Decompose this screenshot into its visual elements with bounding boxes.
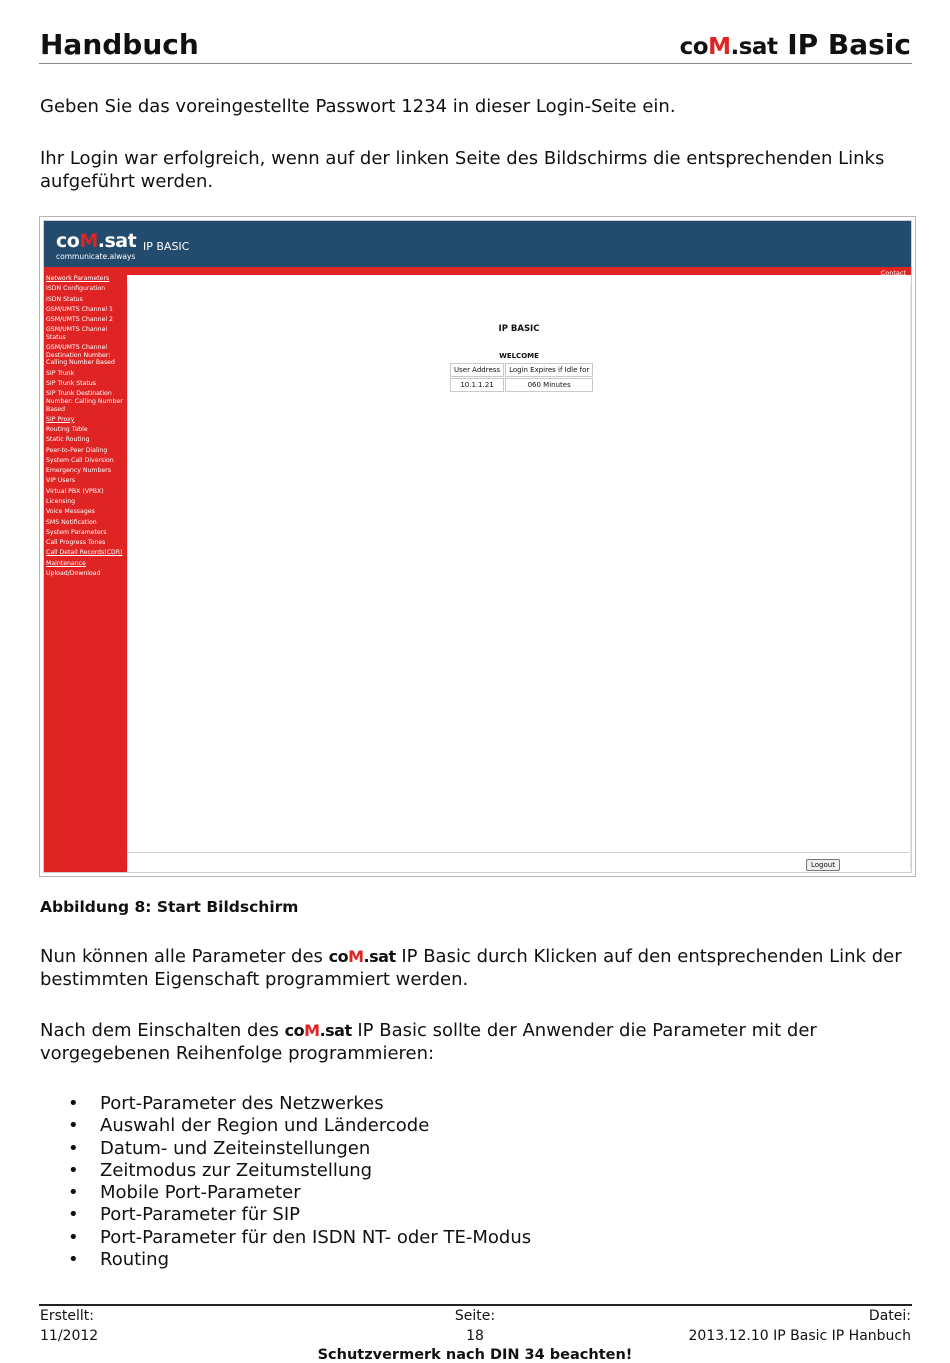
header-product	[680, 28, 911, 61]
screenshot-figure	[39, 216, 916, 877]
app-logo-sat: .sat	[97, 230, 137, 252]
sidebar-nav-item[interactable]: ISDN Configuration	[46, 285, 106, 293]
app-logo-m: M	[79, 230, 98, 252]
sidebar-nav-item[interactable]: Call Progress Tones	[46, 539, 106, 547]
intro-paragraph-1: Geben Sie das voreingestellte Passwort 1234 in dieser Login-Seite ein.	[40, 96, 676, 117]
sidebar-nav-item[interactable]: Network Parameters	[46, 275, 110, 282]
list-item: • Mobile Port-Parameter	[40, 1182, 531, 1204]
logo-sat: .sat	[319, 1021, 352, 1040]
app-title: IP BASIC	[143, 240, 190, 253]
logo-sat: .sat	[363, 947, 396, 966]
list-item: • Port-Parameter für den ISDN NT- oder TE-Modus	[40, 1227, 531, 1249]
contact-link[interactable]: Contact	[880, 269, 906, 277]
table-header-row	[450, 363, 593, 377]
user-address-value: 10.1.1.21	[450, 378, 504, 392]
app-tagline: communicate.always	[56, 252, 136, 261]
table-header-cell: Login Expires if Idle for	[505, 363, 593, 377]
logo-co: co	[328, 947, 349, 966]
list-item: • Zeitmodus zur Zeitumstellung	[40, 1160, 531, 1182]
sidebar-nav-item[interactable]: Voice Messages	[46, 508, 95, 516]
sidebar-nav-item[interactable]: Emergency Numbers	[46, 467, 111, 475]
intro-paragraph-2: Ihr Login war erfolgreich, wenn auf der linken Seite des Bildschirms die entsprechenden Links aufgeführt werden.	[40, 148, 885, 192]
logo-sat: .sat	[730, 34, 778, 60]
product-name: IP Basic	[787, 28, 911, 61]
sidebar-nav-item[interactable]: Routing Table	[46, 426, 88, 434]
sidebar-nav-item[interactable]: VIP Users	[46, 477, 76, 485]
logo-m: M	[348, 947, 364, 966]
sidebar-nav-item[interactable]: Upload/Download	[46, 570, 101, 577]
login-expiry-value: 060 Minutes	[505, 378, 593, 392]
sidebar-nav-item[interactable]: SIP Proxy	[46, 415, 75, 423]
sidebar-nav-item[interactable]: Virtual PBX (VPBX)	[46, 487, 104, 495]
sidebar-nav-item[interactable]: GSM/UMTS Channel 1	[46, 305, 113, 313]
list-item: • Port-Parameter für SIP	[40, 1204, 531, 1226]
footer-page-label: Seite:	[454, 1308, 496, 1324]
list-item: • Routing	[40, 1249, 531, 1271]
sidebar-nav-item[interactable]: SIP Trunk	[46, 369, 75, 377]
footer-file-label: Datei:	[868, 1308, 911, 1324]
table-row	[450, 378, 593, 392]
footer-file-value: 2013.12.10 IP Basic IP Hanbuch	[688, 1328, 911, 1344]
logo-co: co	[284, 1021, 305, 1040]
sidebar-nav	[46, 275, 126, 580]
app-header	[44, 221, 911, 267]
list-item: • Auswahl der Region und Ländercode	[40, 1115, 531, 1137]
comsat-logo	[680, 34, 778, 60]
sidebar-nav-item[interactable]: System Parameters	[46, 528, 107, 536]
sidebar-nav-item[interactable]: GSM/UMTS Channel Status	[46, 326, 108, 341]
comsat-logo-inline	[329, 947, 396, 966]
p3-text-post: IP Basic durch Klicken auf den entsprechenden Link der bestimmten Eigenschaft programmiert werden.	[40, 946, 902, 990]
content-bottom-line	[127, 852, 909, 853]
sidebar-nav-item[interactable]: Peer-to-Peer Dialing	[46, 446, 108, 454]
footer-page-number: 18	[466, 1328, 484, 1344]
parameter-order-list	[40, 1093, 531, 1271]
footer-created-label: Erstellt:	[40, 1308, 94, 1324]
footer-rule	[39, 1304, 912, 1306]
logo-m: M	[304, 1021, 320, 1040]
app-logo-co: co	[56, 230, 80, 252]
body-paragraph-4	[40, 1020, 915, 1065]
p4-text-post: IP Basic sollte der Anwender die Parameter mit der vorgegebenen Reihenfolge programmieren:	[40, 1020, 817, 1064]
sidebar-nav-item[interactable]: Static Routing	[46, 436, 90, 444]
footer-created-value: 11/2012	[40, 1328, 99, 1344]
app-sidebar	[44, 275, 127, 872]
content-heading: IP BASIC	[498, 324, 540, 334]
sidebar-nav-item[interactable]: SMS Notification	[46, 518, 97, 526]
sidebar-nav-item[interactable]: ISDN Status	[46, 295, 83, 303]
logout-button[interactable]: Logout	[806, 859, 840, 871]
sidebar-nav-item[interactable]: Licensing	[46, 498, 76, 506]
p3-text-pre: Nun können alle Parameter des	[40, 946, 323, 967]
body-paragraph-3	[40, 946, 915, 991]
sidebar-nav-item[interactable]: System Call Diversion	[46, 456, 114, 464]
document-title: Handbuch	[40, 28, 199, 61]
logo-co: co	[679, 34, 709, 60]
logo-m: M	[708, 34, 731, 60]
sidebar-nav-item[interactable]: GSM/UMTS Channel Destination Number: Calling Number Based	[46, 344, 115, 367]
sidebar-nav-item[interactable]: Call Detail Records(CDR)	[46, 549, 123, 557]
comsat-logo-inline	[285, 1021, 352, 1040]
sidebar-nav-item[interactable]: SIP Trunk Destination Number: Calling Number Based	[46, 390, 123, 413]
p4-text-pre: Nach dem Einschalten des	[40, 1020, 279, 1041]
sidebar-nav-item[interactable]: GSM/UMTS Channel 2	[46, 316, 113, 324]
sidebar-nav-item[interactable]: Maintenance	[46, 559, 86, 567]
footer-notice: Schutzvermerk nach DIN 34 beachten!	[317, 1347, 633, 1363]
app-window	[43, 220, 912, 873]
app-red-bar	[44, 267, 911, 275]
table-header-cell: User Address	[450, 363, 504, 377]
list-item: • Port-Parameter des Netzwerkes	[40, 1093, 531, 1115]
header-rule	[39, 63, 912, 64]
app-content	[127, 284, 911, 872]
sidebar-nav-item[interactable]: SIP Trunk Status	[46, 380, 96, 388]
app-logo	[56, 230, 136, 252]
session-table	[449, 362, 594, 393]
figure-caption: Abbildung 8: Start Bildschirm	[40, 898, 299, 916]
welcome-label: WELCOME	[499, 352, 539, 360]
list-item: • Datum- und Zeiteinstellungen	[40, 1138, 531, 1160]
